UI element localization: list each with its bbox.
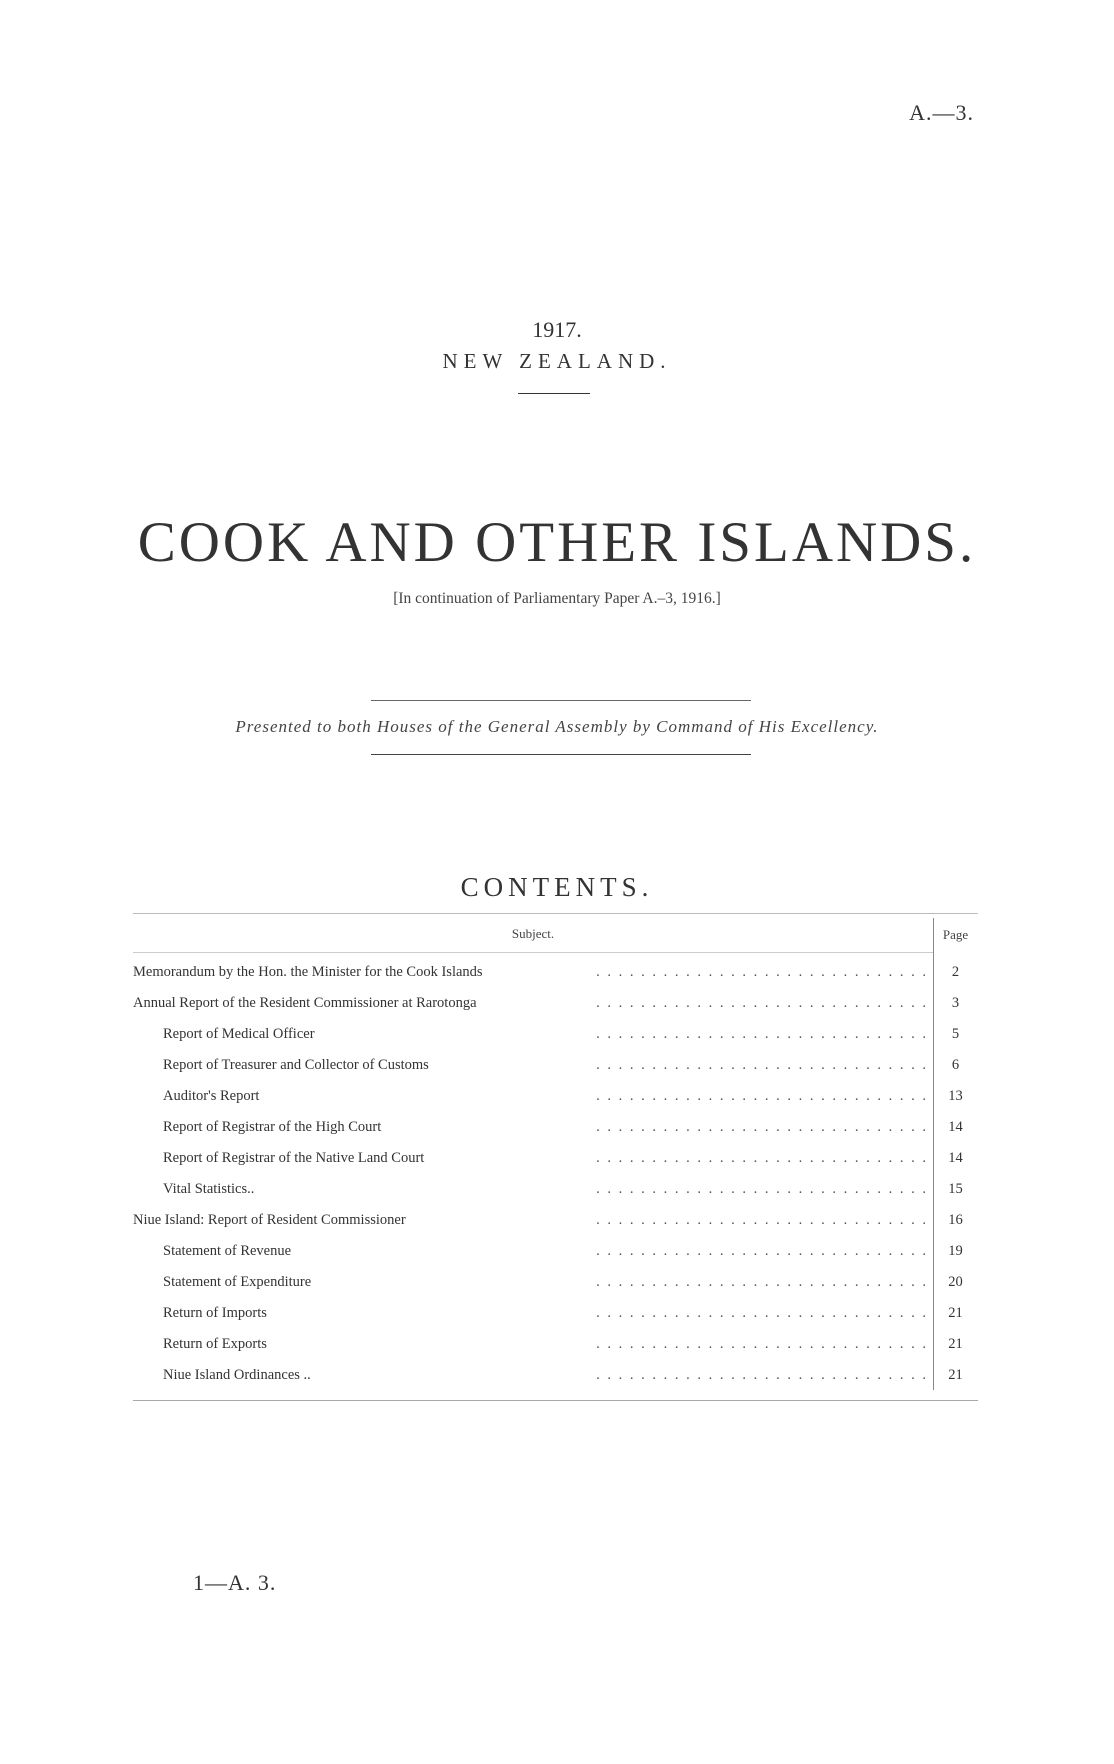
table-row (133, 1212, 978, 1242)
dot-leader: . . . . . . . . . . . . . . . . . . . . . . . . . . . . . . (596, 1057, 928, 1073)
row-subject: Report of Medical Officer (163, 1026, 321, 1043)
row-page: 16 (948, 1212, 963, 1228)
row-page: 21 (948, 1336, 963, 1352)
table-header-rule (133, 952, 933, 953)
dot-leader: . . . . . . . . . . . . . . . . . . . . . . . . . . . . . . (596, 1367, 928, 1383)
divider-short (518, 393, 590, 394)
table-row (133, 1305, 978, 1335)
dot-leader: . . . . . . . . . . . . . . . . . . . . . . . . . . . . . . (596, 1212, 928, 1228)
table-row (133, 1119, 978, 1149)
row-page: 21 (948, 1305, 963, 1321)
dot-leader: . . . . . . . . . . . . . . . . . . . . . . . . . . . . . . (596, 995, 928, 1011)
row-page: 19 (948, 1243, 963, 1259)
table-row (133, 995, 978, 1025)
divider-lower (371, 754, 751, 755)
document-subtitle: [In continuation of Parliamentary Paper A.–3, 1916.] (393, 590, 721, 607)
row-page: 6 (951, 1057, 960, 1073)
table-row (133, 1088, 978, 1118)
contents-heading: CONTENTS. (460, 872, 654, 902)
row-subject: Memorandum by the Hon. the Minister for the Cook Islands (133, 964, 489, 981)
country: NEW ZEALAND. (442, 349, 672, 373)
column-header-subject: Subject. (511, 926, 555, 941)
row-subject: Return of Exports (163, 1336, 273, 1353)
table-row (133, 1057, 978, 1087)
row-subject: Report of Registrar of the High Court (163, 1119, 387, 1136)
table-row (133, 1336, 978, 1366)
row-subject: Report of Registrar of the Native Land Court (163, 1150, 430, 1167)
table-row (133, 1274, 978, 1304)
table-row (133, 1026, 978, 1056)
row-page: 15 (948, 1181, 963, 1197)
table-row (133, 964, 978, 994)
row-page: 2 (951, 964, 960, 980)
dot-leader: . . . . . . . . . . . . . . . . . . . . . . . . . . . . . . (596, 1150, 928, 1166)
row-subject: Return of Imports (163, 1305, 273, 1322)
table-row (133, 1181, 978, 1211)
row-page: 20 (948, 1274, 963, 1290)
footer-signature: 1—A. 3. (193, 1570, 277, 1595)
row-page: 5 (951, 1026, 960, 1042)
row-subject: Statement of Revenue (163, 1243, 297, 1260)
presented-line: Presented to both Houses of the General Assembly by Command of His Excellency. (235, 717, 879, 736)
row-subject: Statement of Expenditure (163, 1274, 317, 1291)
row-page: 14 (948, 1150, 963, 1166)
dot-leader: . . . . . . . . . . . . . . . . . . . . . . . . . . . . . . (596, 1119, 928, 1135)
page-reference: A.—3. (909, 100, 974, 125)
dot-leader: . . . . . . . . . . . . . . . . . . . . . . . . . . . . . . (596, 964, 928, 980)
row-subject: Niue Island Ordinances .. (163, 1367, 317, 1384)
dot-leader: . . . . . . . . . . . . . . . . . . . . . . . . . . . . . . (596, 1243, 928, 1259)
document-title: COOK AND OTHER ISLANDS. (137, 511, 977, 574)
dot-leader: . . . . . . . . . . . . . . . . . . . . . . . . . . . . . . (596, 1305, 928, 1321)
row-page: 3 (951, 995, 960, 1011)
dot-leader: . . . . . . . . . . . . . . . . . . . . . . . . . . . . . . (596, 1336, 928, 1352)
dot-leader: . . . . . . . . . . . . . . . . . . . . . . . . . . . . . . (596, 1026, 928, 1042)
dot-leader: . . . . . . . . . . . . . . . . . . . . . . . . . . . . . . (596, 1274, 928, 1290)
column-header-page: Page (942, 927, 969, 942)
row-page: 21 (948, 1367, 963, 1383)
row-page: 14 (948, 1119, 963, 1135)
table-row (133, 1150, 978, 1180)
table-row (133, 1243, 978, 1273)
row-page: 13 (948, 1088, 963, 1104)
row-subject: Niue Island: Report of Resident Commissioner (133, 1212, 412, 1229)
divider-upper (371, 700, 751, 701)
row-subject: Auditor's Report (163, 1088, 265, 1105)
dot-leader: . . . . . . . . . . . . . . . . . . . . . . . . . . . . . . (596, 1181, 928, 1197)
table-row (133, 1367, 978, 1397)
dot-leader: . . . . . . . . . . . . . . . . . . . . . . . . . . . . . . (596, 1088, 928, 1104)
row-subject: Report of Treasurer and Collector of Customs (163, 1057, 435, 1074)
row-subject: Vital Statistics.. (163, 1181, 260, 1198)
row-subject: Annual Report of the Resident Commissioner at Rarotonga (133, 995, 483, 1012)
year: 1917. (532, 317, 582, 342)
table-top-rule (133, 913, 978, 914)
table-bottom-rule (133, 1400, 978, 1401)
